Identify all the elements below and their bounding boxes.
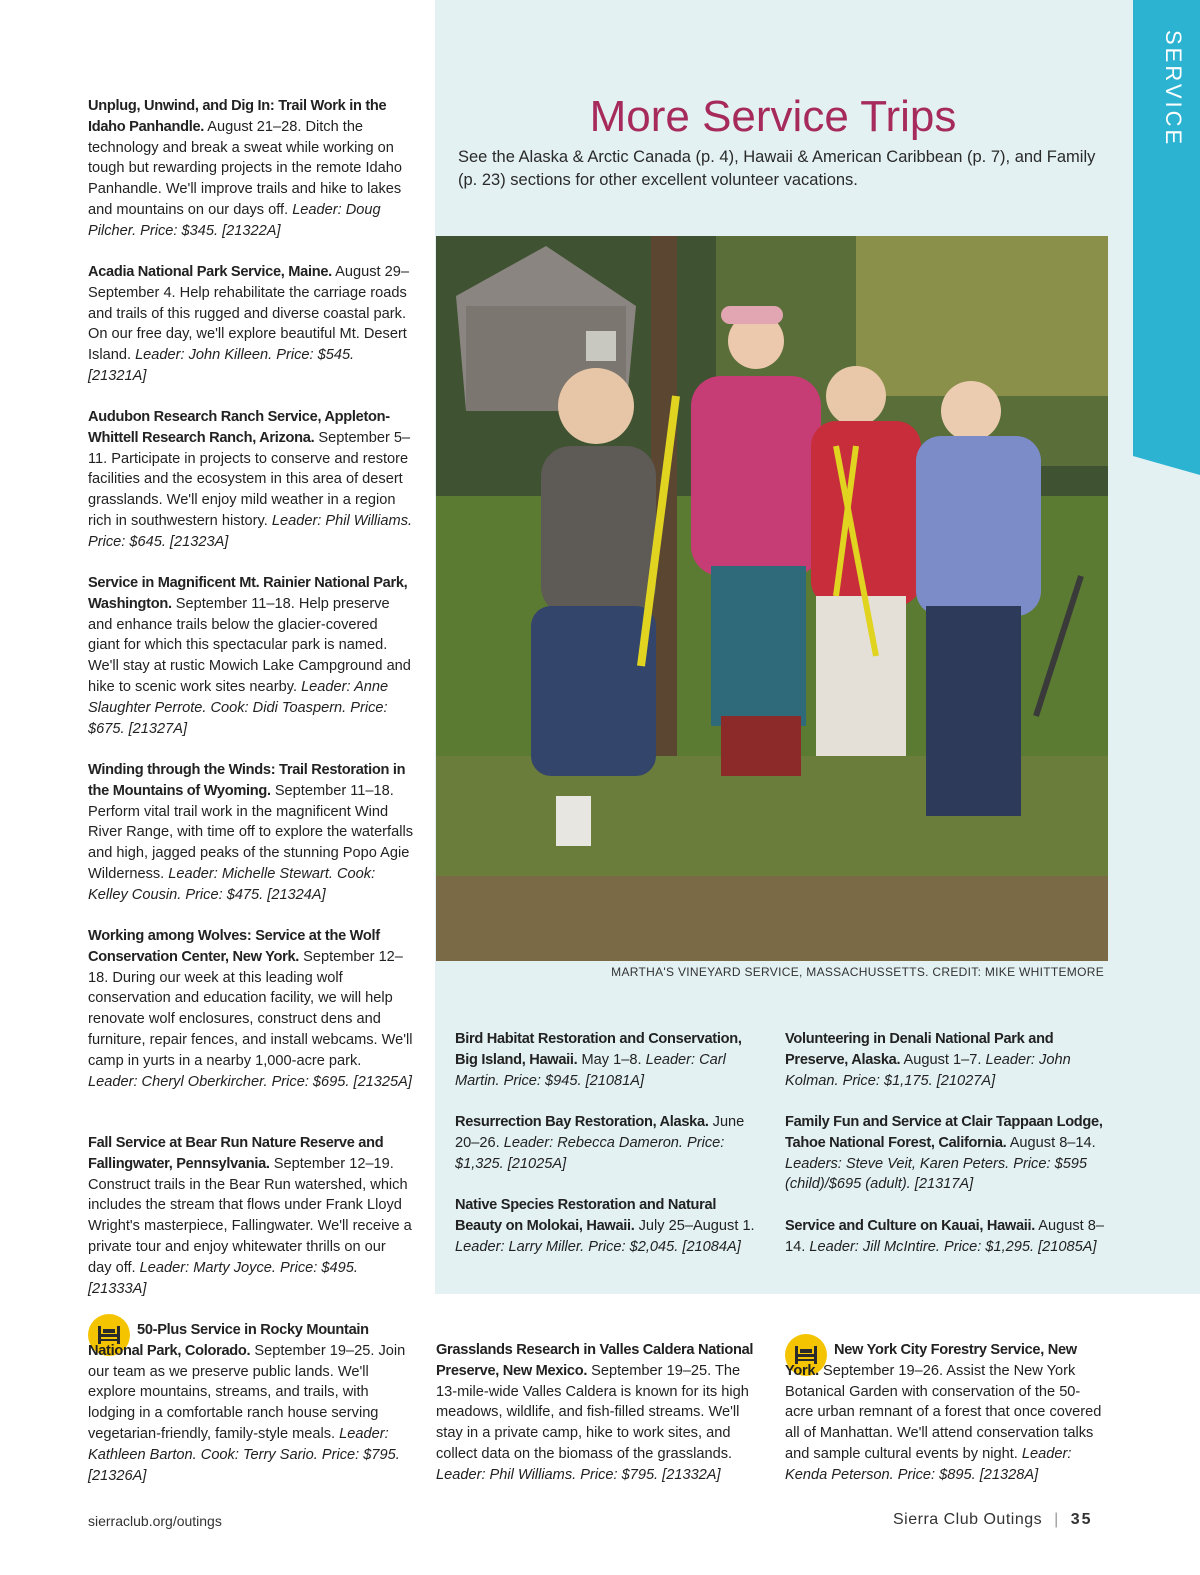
photo-caption: MARTHA'S VINEYARD SERVICE, MASSACHUSSETTS. CREDIT: MIKE WHITTEMORE — [611, 965, 1104, 979]
trip-title: Volunteering in Denali National Park and Preserve, Alaska. — [785, 1031, 1054, 1068]
trip-bear-run — [88, 1133, 413, 1299]
trip-description: August 29–September 4. Help rehabilitate the carriage roads and trails of this rugged and diverse coastal park. On our free day, we'll explore beautiful Mt. Desert Island. — [88, 264, 409, 364]
trip-description: August 21–28. Ditch the technology and break a sweat while working on tough but rewarding projects in the remote Idaho Panhandle. We'll improve trails and hike to lakes and mountains on our days off. — [88, 118, 402, 218]
trip-clair-tappaan — [785, 1112, 1107, 1195]
trip-details: Leader: Carl Martin. Price: $945. [21081A] — [455, 1051, 726, 1089]
trip-details: Leader: Kenda Peterson. Price: $895. [21328A] — [785, 1445, 1072, 1483]
trip-details: Leader: Kathleen Barton. Cook: Terry Sario. Price: $795. [21326A] — [88, 1425, 400, 1484]
trip-title: Acadia National Park Service, Maine. — [88, 264, 332, 280]
trip-details: Leader: Marty Joyce. Price: $495. [21333A] — [88, 1259, 358, 1297]
trip-title: New York City Forestry Service, New York. — [785, 1342, 1077, 1379]
trip-details: Leader: Cheryl Oberkircher. Price: $695. [21325A] — [88, 1073, 412, 1090]
trip-description: September 19–26. Assist the New York Botanical Garden with conservation of the 50-acre urban remnant of a forest that once covered all of Manhattan. We'll attend conservation talks and sample cultural events by night. — [785, 1362, 1102, 1462]
trip-title: Native Species Restoration and Natural Beauty on Molokai, Hawaii. — [455, 1197, 717, 1234]
trip-valles-caldera — [436, 1340, 756, 1486]
trip-title: Service in Magnificent Mt. Rainier National Park, Washington. — [88, 575, 408, 612]
page-heading: More Service Trips — [589, 92, 957, 141]
trip-title: Winding through the Winds: Trail Restoration in the Mountains of Wyoming. — [88, 762, 406, 799]
trip-description: September 19–25. The 13-mile-wide Valles Caldera is known for its high meadows, wildlife, and fish-filled streams. We'll stay in a private camp, hike to work sites, and collect data on the biomass of the grasslands. — [436, 1362, 749, 1462]
trip-details: Leader: Rebecca Dameron. Price: $1,325. [21025A] — [455, 1134, 725, 1172]
trip-details: Leader: John Killeen. Price: $545. [21321A] — [88, 347, 355, 384]
trip-description: August 8–14. — [1009, 1134, 1096, 1151]
trip-rainier — [88, 573, 413, 739]
trip-wyoming — [88, 760, 413, 906]
trip-rocky-mountain — [88, 1320, 413, 1486]
trip-title: Working among Wolves: Service at the Wolf Conservation Center, New York. — [88, 928, 380, 965]
footer-url: sierraclub.org/outings — [88, 1513, 222, 1529]
trip-details: Leader: Jill McIntire. Price: $1,295. [21085A] — [809, 1238, 1097, 1255]
trip-description: September 19–25. Join our team as we preserve public lands. We'll explore mountains, streams, and trails, with lodging in a comfortable ranch house serving vegetarian-friendly, family-style meals. — [88, 1342, 406, 1442]
page-number: 35 — [1070, 1511, 1093, 1528]
trip-audubon — [88, 407, 413, 553]
trip-title: 50-Plus Service in Rocky Mountain National Park, Colorado. — [88, 1322, 369, 1359]
trip-description: June 20–26. — [455, 1114, 745, 1151]
trip-denali — [785, 1029, 1107, 1091]
trip-description: September 11–18. Help preserve and enhance trails below the glacier-covered giant for which this spectacular park is named. We'll stay at rustic Mowich Lake Campground and hike to scenic work sites nearby. — [88, 595, 411, 695]
trip-description: August 8–14. — [785, 1218, 1105, 1255]
trip-description: May 1–8. — [581, 1051, 642, 1068]
trip-resurrection-bay — [455, 1112, 760, 1174]
trip-wolves — [88, 926, 413, 1092]
trip-kauai — [785, 1216, 1107, 1258]
trip-bird-habitat — [455, 1029, 760, 1091]
trip-title: Audubon Research Ranch Service, Appleton-Whittell Research Ranch, Arizona. — [88, 409, 390, 446]
footer-publication — [893, 1511, 1093, 1529]
trip-title: Resurrection Bay Restoration, Alaska. — [455, 1114, 709, 1130]
trip-details: Leader: Phil Williams. Price: $645. [21323A] — [88, 512, 413, 550]
trip-description: September 5–11. Participate in projects to conserve and restore facilities and the ecosystem in this area of desert grasslands. We'll enjoy mild weather in a region rich in southwestern history. — [88, 429, 411, 529]
trip-description: July 25–August 1. — [638, 1217, 755, 1234]
section-tab-label: SERVICE — [1161, 30, 1186, 148]
trip-title: Grasslands Research in Valles Caldera National Preserve, New Mexico. — [436, 1342, 754, 1379]
trip-idaho — [88, 96, 413, 242]
trip-description: September 12–18. During our week at this leading wolf conservation and education facility, we will help renovate wolf enclosures, construct dens and furniture, repair fences, and install webcams. We'll camp in yurts in a nearby 1,000-acre park. — [88, 948, 413, 1069]
trip-details: Leader: Anne Slaughter Perrote. Cook: Didi Toaspern. Price: $675. [21327A] — [88, 678, 389, 737]
trip-title: Unplug, Unwind, and Dig In: Trail Work in the Idaho Panhandle. — [88, 98, 387, 135]
trip-nyc-forestry — [785, 1340, 1107, 1486]
trip-title: Fall Service at Bear Run Nature Reserve and Fallingwater, Pennsylvania. — [88, 1135, 384, 1172]
intro-text: See the Alaska & Arctic Canada (p. 4), Hawaii & American Caribbean (p. 7), and Family (p. 23) sections for other excellent volunteer vacations. — [458, 148, 1096, 189]
trip-title: Bird Habitat Restoration and Conservation, Big Island, Hawaii. — [455, 1031, 742, 1068]
trip-description: August 1–7. — [903, 1051, 982, 1068]
trip-details: Leaders: Steve Veit, Karen Peters. Price: $595 (child)/$695 (adult). [21317A] — [785, 1155, 1088, 1193]
trip-molokai — [455, 1195, 760, 1257]
trip-details: Leader: Larry Miller. Price: $2,045. [21084A] — [455, 1238, 741, 1255]
trip-details: Leader: Phil Williams. Price: $795. [21332A] — [436, 1466, 721, 1483]
trip-details: Leader: Doug Pilcher. Price: $345. [21322A] — [88, 201, 381, 239]
trip-acadia — [88, 262, 413, 387]
trip-description: September 12–19. Construct trails in the Bear Run watershed, which includes the stream that flows under Frank Lloyd Wright's masterpiece, Fallingwater. We'll receive a private tour and enjoy whitewater thrills on our day off. — [88, 1155, 412, 1276]
trip-details: Leader: John Kolman. Price: $1,175. [21027A] — [785, 1051, 1071, 1089]
group-photo — [436, 236, 1108, 961]
trip-title: Service and Culture on Kauai, Hawaii. — [785, 1218, 1036, 1234]
trip-details: Leader: Michelle Stewart. Cook: Kelley Cousin. Price: $475. [21324A] — [88, 865, 376, 903]
trip-title: Family Fun and Service at Clair Tappaan Lodge, Tahoe National Forest, California. — [785, 1114, 1103, 1151]
footer-separator: | — [1054, 1511, 1059, 1528]
trip-description: September 11–18. Perform vital trail work in the magnificent Wind River Range, with time off to explore the waterfalls and high, jagged peaks of the stunning Popo Agie Wilderness. — [88, 782, 413, 882]
publication-name: Sierra Club Outings — [893, 1511, 1043, 1528]
